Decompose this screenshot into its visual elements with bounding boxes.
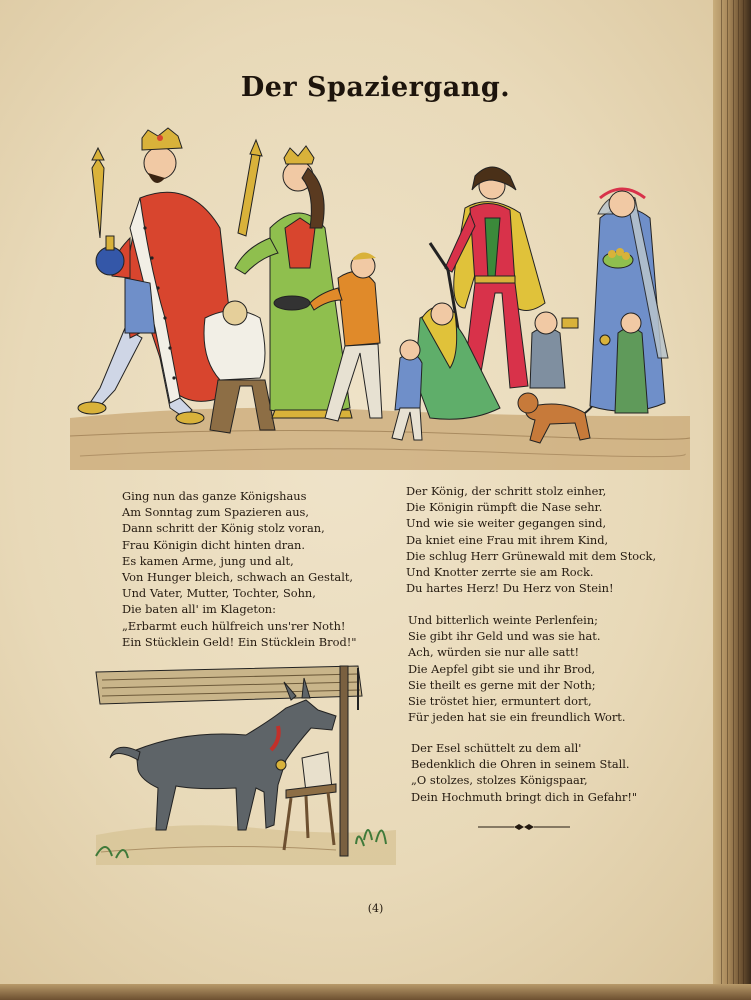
- verse-line: „O stolzes, stolzes Königspaar,: [411, 773, 588, 788]
- verse-line: Sie theilt es gerne mit der Noth;: [408, 677, 596, 692]
- verse-line: Du hartes Herz! Du Herz von Stein!: [406, 581, 614, 596]
- verse-line: Die baten all' im Klageton:: [122, 602, 276, 617]
- verse-line: Die Aepfel gibt sie und ihr Brod,: [408, 661, 596, 676]
- verse-line: „Erbarmt euch hülfreich uns'rer Noth!: [122, 618, 346, 633]
- verse-line: Es kamen Arme, jung und alt,: [122, 553, 294, 568]
- verse-line: Und Knotter zerrte sie am Rock.: [406, 565, 594, 580]
- lady-blue-figure: [590, 189, 668, 413]
- verse-line: Sie tröstet hier, ermuntert dort,: [408, 694, 592, 709]
- verse-line: Ging nun das ganze Königshaus: [122, 489, 307, 503]
- page-number: (4): [367, 902, 384, 915]
- right-stanza-2: [408, 612, 626, 725]
- verse-line: Und wie sie weiter gegangen sind,: [406, 516, 607, 531]
- child-grey-figure: [530, 312, 578, 388]
- verse-line: Der Esel schüttelt zu dem all': [411, 741, 582, 755]
- verse-line: Die Königin rümpft die Nase sehr.: [406, 500, 603, 515]
- verse-line: Ach, würden sie nur alle satt!: [408, 645, 580, 660]
- page-edge: [713, 0, 751, 1000]
- right-stanza-3: [411, 740, 637, 805]
- divider-ornament: [478, 822, 570, 832]
- verse-line: Dann schritt der König stolz voran,: [122, 521, 325, 536]
- verse-line: Und bitterlich weinte Perlenfein;: [408, 613, 598, 627]
- verse-line: Sie gibt ihr Geld und was sie hat.: [408, 629, 601, 644]
- verse-line: Der König, der schritt stolz einher,: [406, 484, 607, 498]
- donkey-stall-illustration: [96, 660, 396, 870]
- verse-line: Dein Hochmuth bringt dich in Gefahr!": [411, 789, 638, 804]
- verse-line: Die schlug Herr Grünewald mit dem Stock,: [406, 548, 657, 563]
- verse-line: Und Vater, Mutter, Tochter, Sohn,: [122, 586, 316, 601]
- verse-line: Am Sonntag zum Spazieren aus,: [122, 505, 310, 520]
- bottom-edge: [0, 984, 751, 1000]
- verse-line: Bedenklich die Ohren in seinem Stall.: [411, 757, 630, 772]
- page-title: Der Spaziergang.: [240, 72, 511, 103]
- left-stanza: [122, 488, 357, 650]
- king-figure: [78, 128, 230, 424]
- verse-line: Da kniet eine Frau mit ihrem Kind,: [406, 532, 609, 547]
- procession-illustration: [70, 118, 690, 470]
- verse-line: Frau Königin dicht hinten dran.: [122, 537, 305, 552]
- right-stanza-1: [406, 483, 656, 596]
- verse-line: Von Hunger bleich, schwach an Gestalt,: [122, 570, 354, 585]
- verse-line: Für jeden hat sie ein freundlich Wort.: [408, 710, 626, 725]
- verse-line: Ein Stücklein Geld! Ein Stücklein Brod!": [122, 634, 357, 649]
